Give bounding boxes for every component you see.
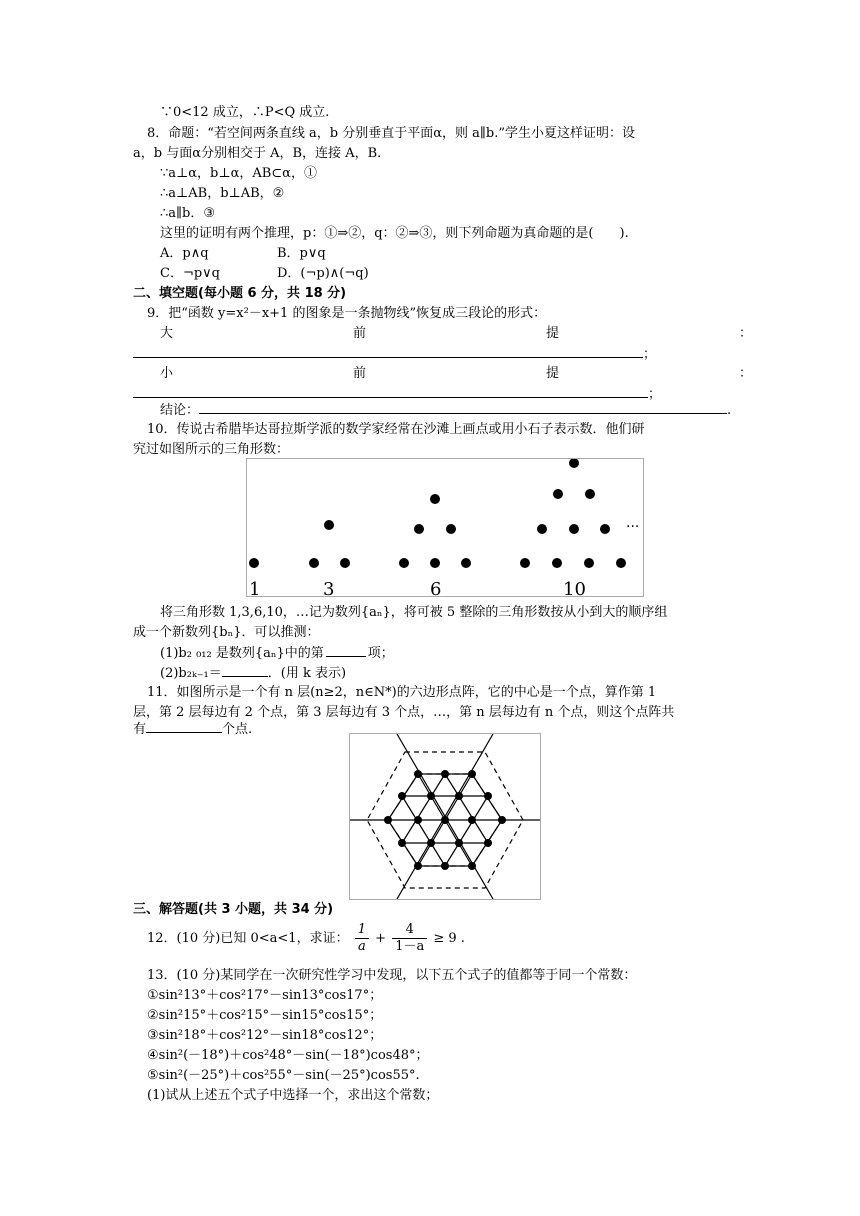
text: (2)b₂ₖ₋₁＝ <box>160 666 222 681</box>
dot <box>600 524 610 534</box>
dot <box>249 558 259 568</box>
q9-line: 9．把“函数 y=x²－x+1 的图象是一条抛物线”恢复成三段论的形式： <box>147 306 547 321</box>
dot <box>430 558 440 568</box>
text: 个点. <box>222 722 253 737</box>
section-2-heading: 二、填空题(每小题 6 分，共 18 分) <box>133 286 347 301</box>
text: (1)b₂ ₀₁₂ 是数列{aₙ}中的第 <box>160 646 324 661</box>
q10-part2-blank[interactable] <box>222 664 268 677</box>
text: ≥ 9 . <box>433 931 465 946</box>
dot <box>309 558 319 568</box>
q12-line <box>147 921 465 957</box>
formula-5: ⑤sin²(－25°)＋cos²55°－sin(－25°)cos55°. <box>147 1068 420 1083</box>
dot <box>616 558 626 568</box>
denominator: 1－a <box>395 939 425 954</box>
triangular-numbers-figure <box>246 458 644 597</box>
q8-option-c: C．¬p∨q <box>160 266 220 281</box>
char: ： <box>738 366 752 381</box>
q10-part1 <box>160 644 394 663</box>
dot <box>340 558 350 568</box>
char: 提 <box>545 326 559 341</box>
formula-3: ③sin²18°＋cos²12°－sin18°cos12°； <box>147 1028 383 1043</box>
dot <box>414 524 424 534</box>
dot <box>461 558 471 568</box>
fraction-1-over-a <box>355 922 369 955</box>
text-line: ∵0<12 成立，∴P<Q 成立. <box>160 105 330 120</box>
q11-blank[interactable] <box>146 720 222 733</box>
triangular-dots-svg <box>247 459 643 596</box>
q10-line: 成一个新数列{bₙ}．可以推测： <box>133 625 320 640</box>
section-3-heading: 三、解答题(共 3 小题，共 34 分) <box>133 902 334 917</box>
dot <box>446 524 456 534</box>
dot <box>552 558 562 568</box>
q9-conclusion-row <box>160 401 731 420</box>
semicolon: ； <box>648 387 662 402</box>
q13-part1: (1)试从上述五个式子中选择一个，求出这个常数； <box>147 1088 439 1103</box>
text: 项； <box>367 646 394 661</box>
plus: + <box>375 931 387 946</box>
char: 小 <box>160 366 174 381</box>
semicolon: ； <box>643 347 657 362</box>
dot <box>430 494 440 504</box>
dot <box>569 459 579 468</box>
dot <box>399 558 409 568</box>
q8-line: ∴a∥b．③ <box>160 206 216 221</box>
label-6: 6 <box>430 579 442 596</box>
q9-minor-premise-blank[interactable] <box>133 385 648 398</box>
denominator: a <box>357 939 366 954</box>
q10-line: 将三角形数 1,3,6,10，…记为数列{aₙ}，将可被 5 整除的三角形数按从小到大的顺序组 <box>160 605 668 620</box>
conclusion-label: 结论： <box>160 403 200 418</box>
q11-line: 11．如图所示是一个有 n 层(n≥2，n∈N*)的六边形点阵，它的中心是一个点，算作第 1 <box>147 685 657 700</box>
dot <box>520 558 530 568</box>
dot <box>585 489 595 499</box>
numerator: 4 <box>392 922 427 939</box>
q8-line: ∴a⊥AB，b⊥AB，② <box>160 186 285 201</box>
formula-1: ①sin²13°＋cos²17°－sin13°cos17°； <box>147 988 383 1003</box>
q8-line: ∵a⊥α，b⊥α，AB⊂α，① <box>160 166 317 181</box>
q9-major-premise-label <box>160 325 752 343</box>
q8-line: 这里的证明有两个推理，p：①⇒②，q：②⇒③，则下列命题为真命题的是( ). <box>160 226 629 241</box>
q13-line: 13．(10 分)某同学在一次研究性学习中发现，以下五个式子的值都等于同一个常数： <box>147 968 637 983</box>
dot <box>569 524 579 534</box>
hexagon-lattice-figure <box>349 733 541 900</box>
char: 前 <box>352 326 366 341</box>
q11-line: 层，第 2 层每边有 2 个点，第 3 层每边有 3 个点，…，第 n 层每边有 n 个点，则这个点阵共 <box>133 705 675 720</box>
q10-line: 究过如图所示的三角形数： <box>133 442 290 457</box>
dot <box>324 520 334 530</box>
q9-conclusion-blank[interactable] <box>199 401 727 414</box>
numerator: 1 <box>355 922 369 939</box>
dot <box>584 558 594 568</box>
ellipsis: ··· <box>626 519 640 535</box>
text: 12．(10 分)已知 0<a<1，求证： <box>147 931 349 946</box>
text: ．(用 k 表示) <box>267 666 347 681</box>
label-10: 10 <box>563 579 586 596</box>
char: ： <box>738 326 752 341</box>
q10-line: 10．传说古希腊毕达哥拉斯学派的数学家经常在沙滩上画点或用小石子表示数．他们研 <box>147 422 645 437</box>
q8-option-b: B．p∨q <box>277 246 326 261</box>
dot <box>553 489 563 499</box>
char: 前 <box>352 366 366 381</box>
dot <box>537 524 547 534</box>
formula-2: ②sin²15°＋cos²15°－sin15°cos15°； <box>147 1008 383 1023</box>
q8-option-d: D．(¬p)∧(¬q) <box>277 266 369 281</box>
q8-option-a: A．p∧q <box>160 246 209 261</box>
char: 提 <box>545 366 559 381</box>
q11-line <box>133 720 252 739</box>
period: . <box>727 403 732 418</box>
hexagon-lattice-svg <box>350 734 540 899</box>
text: 有 <box>133 722 147 737</box>
q9-major-premise-blank[interactable] <box>133 345 643 358</box>
q10-part2 <box>160 664 346 683</box>
q8-line: 8．命题：“若空间两条直线 a，b 分别垂直于平面α，则 a∥b.”学生小夏这样证明：设 <box>147 126 636 141</box>
q9-minor-premise-label <box>160 365 752 383</box>
char: 大 <box>160 326 174 341</box>
q9-major-blank-row <box>133 345 656 364</box>
formula-4: ④sin²(－18°)＋cos²48°－sin(－18°)cos48°； <box>147 1048 429 1063</box>
fraction-4-over-1-minus-a <box>392 922 427 955</box>
q10-part1-blank[interactable] <box>326 644 366 657</box>
label-1: 1 <box>249 579 261 596</box>
label-3: 3 <box>323 579 335 596</box>
q8-line: a，b 与面α分别相交于 A，B，连接 A，B. <box>133 146 382 161</box>
